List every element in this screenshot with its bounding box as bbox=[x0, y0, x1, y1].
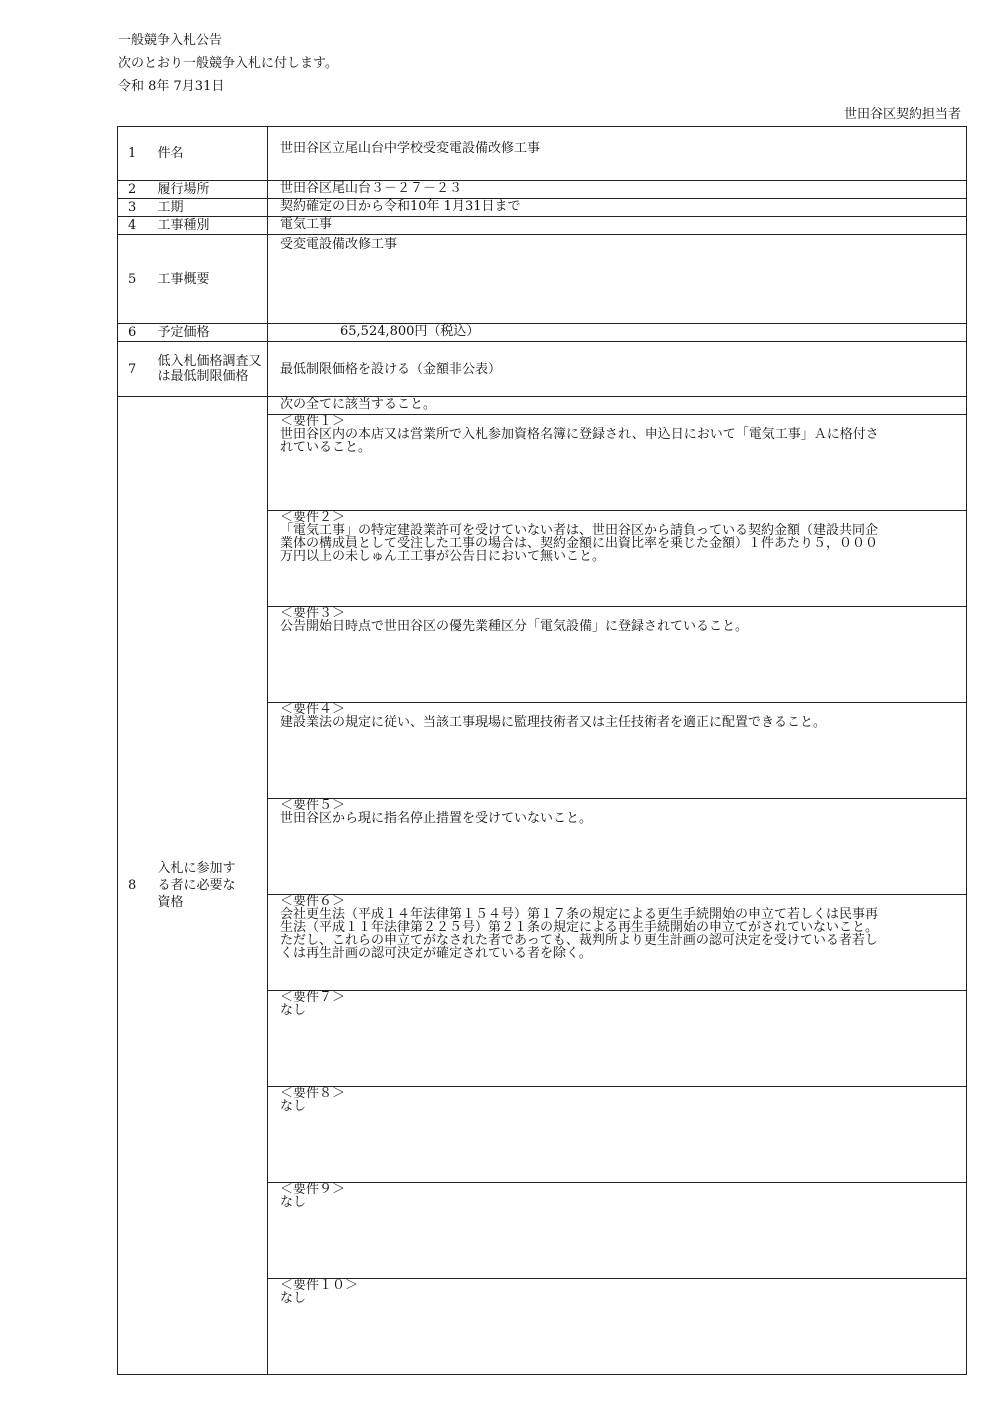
requirement-title: ＜要件５＞ bbox=[280, 798, 346, 813]
requirement-body: 公告開始日時点で世田谷区の優先業種区分「電気設備」に登録されていること。 bbox=[280, 619, 749, 634]
row-value: 世田谷区尾山台３－２７－２３ bbox=[268, 181, 967, 199]
notice-intro: 次のとおり一般競争入札に付します。 bbox=[118, 56, 338, 71]
row-label: 工事概要 bbox=[158, 235, 268, 324]
qualification-intro: 次の全てに該当すること。 bbox=[268, 397, 967, 415]
row-value: 電気工事 bbox=[268, 217, 967, 235]
requirement-body: なし bbox=[280, 1099, 307, 1114]
requirement-title: ＜要件９＞ bbox=[280, 1182, 346, 1197]
row-work-type bbox=[118, 217, 967, 235]
requirement-cell bbox=[268, 799, 967, 895]
row-value: 契約確定の日から令和10年 1月31日まで bbox=[268, 199, 967, 217]
qualification-label: 入札に参加する者に必要な資格 bbox=[157, 861, 236, 910]
requirement-body: 「電気工事」の特定建設業許可を受けていない者は、世田谷区から請負っている契約金額（建設共同企業体の構成員として受注した工事の場合は、契約金額に出資比率を乗じた金額）１件あたり５，０００万円以上の未しゅん工工事が公告日において無いこと。 bbox=[280, 523, 879, 564]
requirement-title: ＜要件１＞ bbox=[280, 414, 346, 429]
row-value: 最低制限価格を設ける（金額非公表） bbox=[268, 342, 967, 397]
requirement-body: 世田谷区から現に指名停止措置を受けていないこと。 bbox=[280, 811, 593, 826]
row-label: 件名 bbox=[158, 127, 268, 181]
row-number: 3 bbox=[118, 199, 158, 217]
requirement-body: なし bbox=[280, 1291, 307, 1306]
requirement-cell bbox=[268, 1087, 967, 1183]
requirement-body: なし bbox=[280, 1003, 307, 1018]
requirement-cell bbox=[268, 1279, 967, 1375]
row-label: 工事種別 bbox=[158, 217, 268, 235]
row-number: 6 bbox=[118, 324, 158, 342]
row-period bbox=[118, 199, 967, 217]
row-number: 4 bbox=[118, 217, 158, 235]
requirement-cell bbox=[268, 1183, 967, 1279]
requirement-title: ＜要件６＞ bbox=[280, 894, 346, 909]
bid-notice-table bbox=[117, 126, 967, 1375]
row-value: 世田谷区立尾山台中学校受変電設備改修工事 bbox=[268, 127, 967, 181]
row-location bbox=[118, 181, 967, 199]
requirement-title: ＜要件２＞ bbox=[280, 510, 346, 525]
row-label: 低入札価格調査又は最低制限価格 bbox=[158, 342, 268, 397]
row-label: 予定価格 bbox=[158, 324, 268, 342]
row-min-price bbox=[118, 342, 967, 397]
requirement-body: 建設業法の規定に従い、当該工事現場に監理技術者又は主任技術者を適正に配置できること。 bbox=[280, 715, 827, 730]
row-number: 8 bbox=[118, 397, 158, 1375]
requirement-title: ＜要件３＞ bbox=[280, 606, 346, 621]
row-number: 1 bbox=[118, 127, 158, 181]
row-label: 履行場所 bbox=[158, 181, 268, 199]
row-number: 2 bbox=[118, 181, 158, 199]
row-estimated-price bbox=[118, 324, 967, 342]
requirement-title: ＜要件７＞ bbox=[280, 990, 346, 1005]
requirement-body: なし bbox=[280, 1195, 307, 1210]
requirement-title: ＜要件１０＞ bbox=[280, 1278, 359, 1293]
row-work-summary bbox=[118, 235, 967, 324]
requirement-title: ＜要件８＞ bbox=[280, 1086, 346, 1101]
requirement-body: 世田谷区内の本店又は営業所で入札参加資格名簿に登録され、申込日において「電気工事」Ａに格付されていること。 bbox=[280, 427, 879, 455]
requirement-cell bbox=[268, 511, 967, 607]
requirement-body: 会社更生法（平成１４年法律第１５４号）第１７条の規定による更生手続開始の申立て若しくは民事再生法（平成１１年法律第２２５号）第２１条の規定による再生手続開始の申立てがされていないこと。ただし、これらの申立てがなされた者であっても、裁判所より更生計画の認可決定を受けている者若しくは再生計画の認可決定が確定されている者を除く。 bbox=[280, 907, 879, 961]
requirement-cell bbox=[268, 415, 967, 511]
notice-date: 令和 8年 7月31日 bbox=[118, 79, 225, 94]
notice-title: 一般競争入札公告 bbox=[118, 33, 223, 48]
requirement-cell bbox=[268, 703, 967, 799]
estimated-price: 65,524,800円（税込） bbox=[340, 324, 480, 339]
issuer: 世田谷区契約担当者 bbox=[843, 107, 961, 122]
row-item-name bbox=[118, 127, 967, 181]
row-number: 5 bbox=[118, 235, 158, 324]
requirement-title: ＜要件４＞ bbox=[280, 702, 346, 717]
row-value: 受変電設備改修工事 bbox=[268, 235, 967, 324]
requirement-cell bbox=[268, 895, 967, 991]
requirement-cell bbox=[268, 991, 967, 1087]
row-number: 7 bbox=[118, 342, 158, 397]
row-value bbox=[268, 324, 967, 342]
row-label: 工期 bbox=[158, 199, 268, 217]
requirement-cell bbox=[268, 607, 967, 703]
row-qualifications bbox=[118, 397, 967, 415]
row-label bbox=[158, 397, 268, 1375]
